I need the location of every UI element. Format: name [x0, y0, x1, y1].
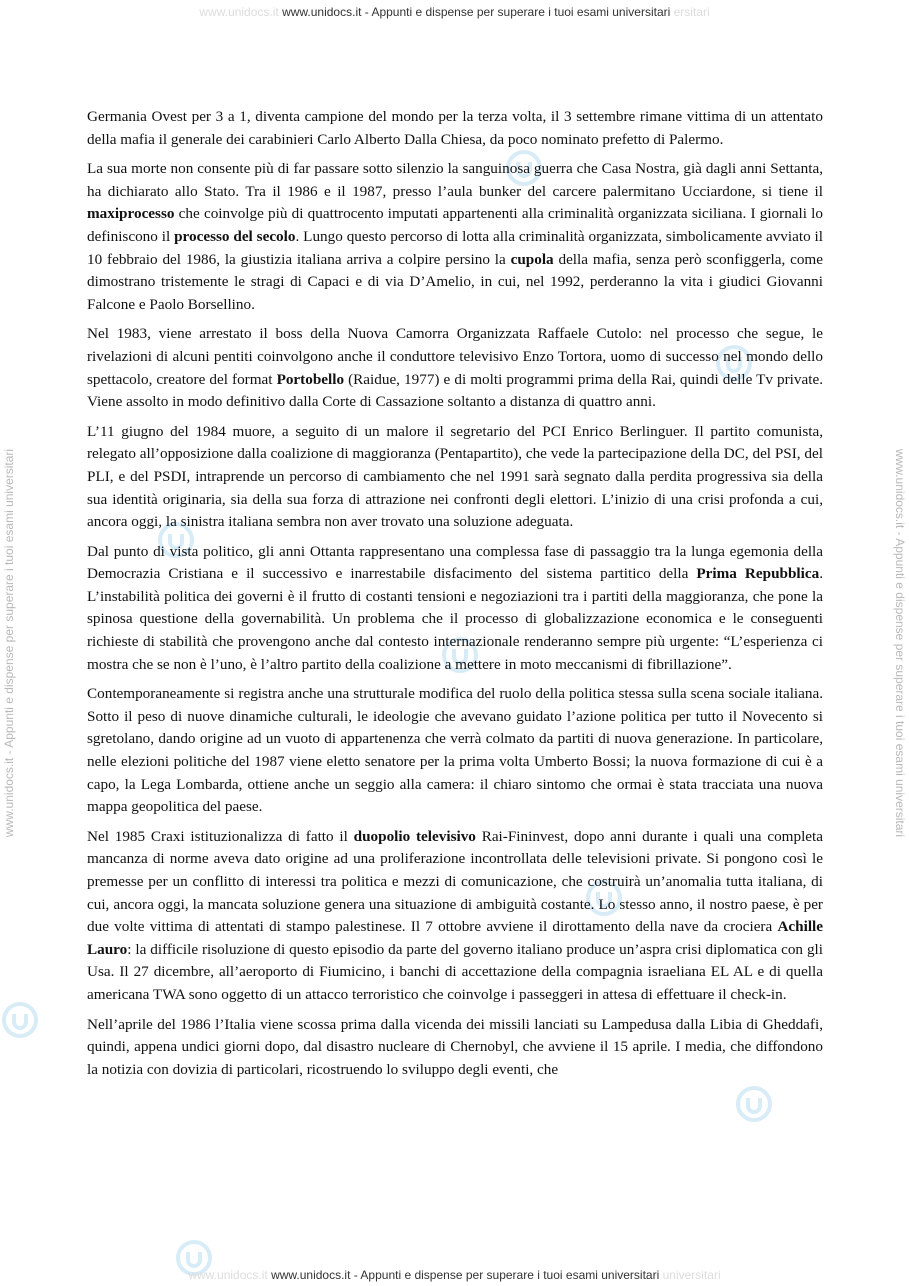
paragraph — [87, 826, 823, 1007]
bold-term: duopolio televisivo — [353, 827, 476, 845]
text-run: che coinvolge più di quattrocento imputati appartenenti alla criminalità organizzata siciliana. I giornali lo definiscono il — [87, 205, 823, 245]
right-side-watermark: www.unidocs.it - Appunti e dispense per superare i tuoi esami universitari — [893, 448, 907, 838]
text-run: Rai-Fininvest, dopo anni durante i quali una completa mancanza di norme aveva dato origine ad una proliferazione incontrollata delle televisioni private. Si pongono così le premesse per un conflitto di interessi tra politica e mezzi di comunicazione, che costruirà un’anomalia tutta italiana, di cui, ancora oggi, la mancata soluzione genera una situazione di ambiguità costante. Lo stesso anno, il nostro paese, è per due volte vittima di attentati di stampo palestinese. Il 7 ottobre avviene il dirottamento della nave da crociera — [87, 827, 823, 936]
bold-term: processo del secolo — [174, 227, 296, 245]
left-side-watermark: www.unidocs.it - Appunti e dispense per superare i tuoi esami universitari — [2, 448, 16, 838]
paragraph — [87, 158, 823, 316]
bold-term: cupola — [510, 250, 554, 268]
footer-banner-text[interactable]: www.unidocs.it - Appunti e dispense per superare i tuoi esami universitari — [271, 1268, 660, 1282]
header-ghost-left: www.unidocs.it — [199, 5, 279, 19]
paragraph — [87, 683, 823, 819]
text-run: Nel 1983, viene arrestato il boss della Nuova Camorra Organizzata Raffaele Cutolo: nel processo che segue, le rivelazioni di alcuni pentiti coinvolgono anche il conduttore televisivo Enzo Tortora, uomo di successo nel mondo dello spettacolo, creatore del format — [87, 325, 823, 388]
text-run: della mafia, senza però sconfiggerla, come dimostrano tristemente le stragi di Capaci e di via D’Amelio, in cui, nel 1992, perderanno la vita i giudici Giovanni Falcone e Paolo Borsellino. — [87, 250, 823, 313]
footer-ghost-left: www.unidocs.it — [188, 1268, 268, 1282]
paragraph — [87, 1014, 823, 1082]
text-run: La sua morte non consente più di far passare sotto silenzio la sanguinosa guerra che Casa Nostra, già dagli anni Settanta, ha dichiarato allo Stato. Tra il 1986 e il 1987, presso l’aula bunker del carcere palermitano Ucciardone, si tiene il — [87, 160, 823, 200]
text-run: Germania Ovest per 3 a 1, diventa campione del mondo per la terza volta, il 3 settembre rimane vittima di un attentato della mafia il generale dei carabinieri Carlo Alberto Dalla Chiesa, da poco nominato prefetto di Palermo. — [87, 108, 823, 148]
paragraph — [87, 323, 823, 413]
text-run: (Raidue, 1977) e di molti programmi prima della Rai, quindi delle Tv private. Viene assolto in modo definitivo dalla Corte di Cassazione soltanto a distanza di quattro anni. — [87, 370, 823, 411]
document-body — [87, 106, 823, 1088]
bold-term: Achille Lauro — [87, 918, 823, 958]
text-run: L’11 giugno del 1984 muore, a seguito di un malore il segretario del PCI Enrico Berlinguer. Il partito comunista, relegato all’opposizione dalla coalizione di maggioranza (Pentapartito), che vede la partecipazione della DC, del PSI, del PLI, e del PSDI, intraprende un percorso di cambiamento che nel 1991 sarà segnato dalla perdita progressiva sia della sua identità originaria, sia della sua forza di attrazione nei confronti degli elettori. L’inizio di una crisi profonda a cui, ancora oggi, la sinistra italiana sembra non aver trovato una soluzione adeguata. — [87, 422, 823, 531]
text-run: Dal punto di vista politico, gli anni Ottanta rappresentano una complessa fase di passaggio tra la lunga egemonia della Democrazia Cristiana e il successivo e inarrestabile disfacimento del sistema partitico della — [87, 542, 823, 583]
paragraph — [87, 541, 823, 677]
text-run: . Lungo questo percorso di lotta alla criminalità organizzata, simbolicamente avviato il 10 febbraio del 1986, la giustizia italiana arriva a colpire persino la — [87, 227, 823, 268]
text-run: Nel 1985 Craxi istituzionalizza di fatto il — [87, 827, 354, 845]
header-banner — [0, 5, 909, 19]
footer-banner — [0, 1268, 909, 1282]
text-run: . L’instabilità politica dei governi è il frutto di costanti tensioni e negoziazioni tra i partiti della maggioranza, che pone la spinosa questione della governabilità. Un problema che il processo di globalizzazione economica e le conseguenti richieste di stabilità che provengono anche dal contesto internazionale renderanno sempre più urgente: “L’esperienza ci mostra che se non è l’uno, è l’altro partito della coalizione a mettere in moto meccanismi di fibrillazione”. — [87, 565, 823, 673]
text-run: Contemporaneamente si registra anche una strutturale modifica del ruolo della politica stessa sulla scena sociale italiana. Sotto il peso di nuove dinamiche culturali, le ideologie che avevano guidato l’azione politica per tutto il Novecento si sgretolano, dando origine ad un vuoto di appartenenza che verrà colmato da partiti di nuova generazione. In particolare, nelle elezioni politiche del 1987 viene eletto senatore per la prima volta Umberto Bossi; la nuova formazione di cui è a capo, la Lega Lombarda, ottiene anche un seggio alla camera: il chiaro sintomo che ormai è stata tracciata una nuova mappa geopolitica del paese. — [87, 685, 823, 816]
text-run: : la difficile risoluzione di questo episodio da parte del governo italiano produce un’aspra crisi diplomatica con gli Usa. Il 27 dicembre, all’aeroporto di Fiumicino, i banchi di accettazione della compagnia israeliana EL AL e di quella americana TWA sono oggetto di un attacco terroristico che coinvolge i passeggeri in attesa di effettuare il check-in. — [87, 940, 823, 1003]
paragraph — [87, 106, 823, 151]
header-banner-text[interactable]: www.unidocs.it - Appunti e dispense per superare i tuoi esami universitari — [282, 5, 671, 19]
bold-term: Prima Repubblica — [696, 565, 820, 583]
footer-ghost-right: universitari — [662, 1268, 721, 1282]
unidocs-logo-icon — [0, 1000, 40, 1040]
paragraph — [87, 421, 823, 534]
header-ghost-right: ersitari — [673, 5, 710, 19]
text-run: Nell’aprile del 1986 l’Italia viene scossa prima dalla vicenda dei missili lanciati su Lampedusa dalla Libia di Gheddafi, quindi, appena undici giorni dopo, dal disastro nucleare di Chernobyl, che avviene il 15 aprile. I media, che diffondono la notizia con dovizia di particolari, ricostruendo lo sviluppo degli eventi, che — [87, 1015, 823, 1078]
bold-term: maxiprocesso — [87, 205, 175, 223]
unidocs-logo-icon — [734, 1084, 774, 1124]
bold-term: Portobello — [276, 370, 345, 388]
